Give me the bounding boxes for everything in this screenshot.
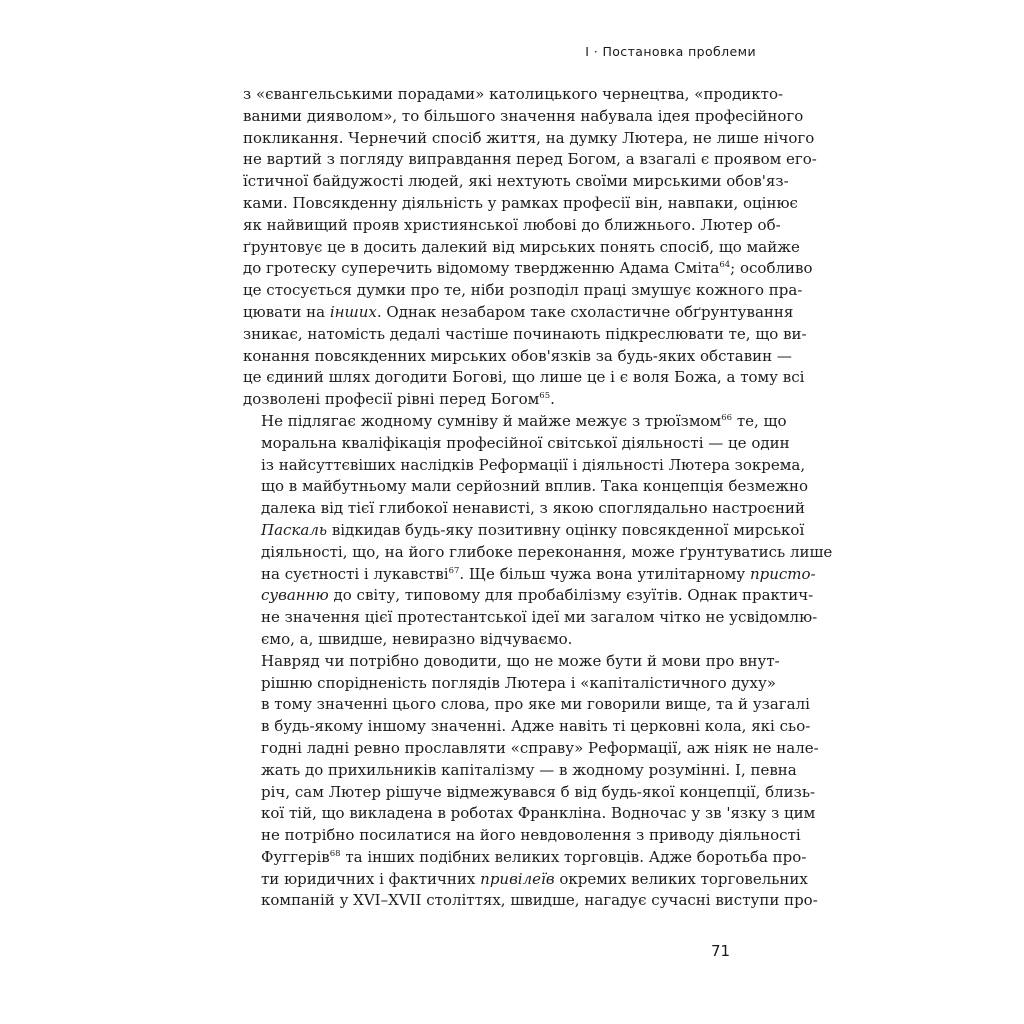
body-text (243, 84, 833, 912)
text-line: це єдиний шлях догодити Богові, що лише це і є воля Божа, а тому всі (243, 368, 805, 387)
text-line (243, 585, 814, 607)
text-run: те, що (732, 411, 787, 430)
text-line: рішню спорідненість поглядів Лютера і «капіталістичного духу» (261, 673, 776, 692)
italic-text: суванню (261, 586, 329, 605)
text-run: . Ще більш чужа вона утилітарному (459, 564, 750, 583)
text-line (243, 302, 794, 324)
text-line: ґрунтовує це в досить далекий від мирських понять спосіб, що майже (243, 237, 800, 256)
text-run: дозволені професії рівні перед Богом (243, 390, 540, 409)
text-line: їстичної байдужості людей, які нехтують своїми мирськими обов'яз- (243, 172, 789, 191)
text-line: годні ладні ревно прославляти «справу» Реформації, аж ніяк не нале- (261, 738, 819, 757)
text-run: на суєтності і лукавстві (261, 564, 449, 583)
footnote-ref-67: 67 (448, 565, 460, 576)
text-line: в тому значенні цього слова, про яке ми говорили вище, та й узагалі (261, 695, 810, 714)
text-line: як найвищий прояв християнської любові до ближнього. Лютер об- (243, 215, 781, 234)
text-line: в будь-якому іншому значенні. Адже навіть ті церковні кола, які сьо- (261, 717, 811, 736)
text-line: далека від тієї глибокої ненависті, з якою споглядально настроєний (261, 499, 805, 518)
italic-text: Паскаль (261, 520, 328, 539)
text-line (243, 389, 752, 411)
text-run: до гротеску суперечить відомому твердженню Адама Сміта (243, 259, 720, 278)
text-run: Фуггерів (261, 847, 330, 866)
text-run: цювати на (243, 302, 330, 321)
text-line: кої тій, що викладена в роботах Франкліна. Водночас у зв 'язку з цим (261, 804, 816, 823)
text-line (243, 258, 813, 280)
text-line: ками. Повсякденну діяльність у рамках професії він, навпаки, оцінює (243, 193, 798, 212)
text-line: Навряд чи потрібно доводити, що не може бути й мови про внут- (261, 651, 780, 670)
paragraph-3 (243, 651, 819, 913)
text-run: ти юридичних і фактичних (261, 869, 481, 888)
text-run: відкидав будь-яку позитивну оцінку повсякденної мирської (327, 520, 805, 539)
text-line (243, 564, 816, 586)
text-run: до світу, типовому для пробабілізму єзуїтів. Однак практич- (328, 586, 814, 605)
text-line: зникає, натомість дедалі частіше починають підкреслювати те, що ви- (243, 324, 807, 343)
text-line: конання повсякденних мирських обов'язків за будь-яких обставин — (243, 346, 792, 365)
footnote-ref-66: 66 (721, 412, 733, 423)
text-run: ; особливо (730, 259, 813, 278)
text-line: не вартий з погляду виправдання перед Богом, а взагалі є проявом его- (243, 150, 817, 169)
text-line (243, 411, 787, 433)
text-line: це стосується думки про те, ніби розподіл праці змушує кожного пра- (243, 281, 803, 300)
text-line (243, 847, 807, 869)
text-line: жать до прихильників капіталізму — в жодному розумінні. І, певна (261, 760, 797, 779)
footnote-ref-68: 68 (329, 848, 341, 859)
text-line: компаній у XVI–XVII століттях, швидше, нагадує сучасні виступи про- (261, 891, 818, 910)
text-line (243, 869, 808, 891)
text-line: з «євангельськими порадами» католицького чернецтва, «продикто- (243, 85, 784, 103)
text-line: річ, сам Лютер рішуче відмежувався б від будь-якої концепції, близь- (261, 782, 816, 801)
text-run: . Однак незабаром таке схоластичне обґрунтування (376, 302, 794, 321)
text-line: не потрібно посилатися на його невдоволення з приводу діяльності (261, 826, 801, 845)
text-line: що в майбутньому мали серйозний вплив. Така концепція безмежно (261, 477, 808, 496)
text-line: моральна кваліфікація професійної світської діяльності — це один (261, 433, 790, 452)
text-run: Не підлягає жодному сумніву й майже межує з трюїзмом (261, 411, 722, 430)
footnote-ref-65: 65 (539, 391, 551, 402)
italic-text: привілеїв (480, 869, 555, 888)
text-line: ваними дияволом», то більшого значення набувала ідея професійного (243, 106, 804, 125)
text-line: покликання. Чернечий спосіб життя, на думку Лютера, не лише нічого (243, 128, 815, 147)
paragraph-1 (243, 84, 817, 411)
footnote-ref-64: 64 (719, 260, 731, 271)
text-line: діяльності, що, на його глибоке переконання, може ґрунтуватись лише (261, 542, 833, 561)
italic-text: інших (329, 302, 377, 321)
page-number: 71 (711, 942, 731, 960)
text-run: та інших подібних великих торговців. Адже боротьба про- (340, 847, 807, 866)
text-line: не значення цієї протестантської ідеї ми загалом чітко не усвідомлю- (261, 608, 818, 627)
text-run: окремих великих торговельних (554, 869, 808, 888)
text-line: із найсуттєвіших наслідків Реформації і діяльності Лютера зокрема, (261, 455, 806, 474)
running-head: I · Постановка проблеми (585, 44, 756, 59)
text-line (243, 520, 805, 542)
paragraph-2 (243, 411, 833, 651)
text-line: ємо, а, швидше, невиразно відчуваємо. (261, 629, 573, 648)
text-run: . (550, 390, 555, 409)
italic-text: присто- (749, 564, 816, 583)
